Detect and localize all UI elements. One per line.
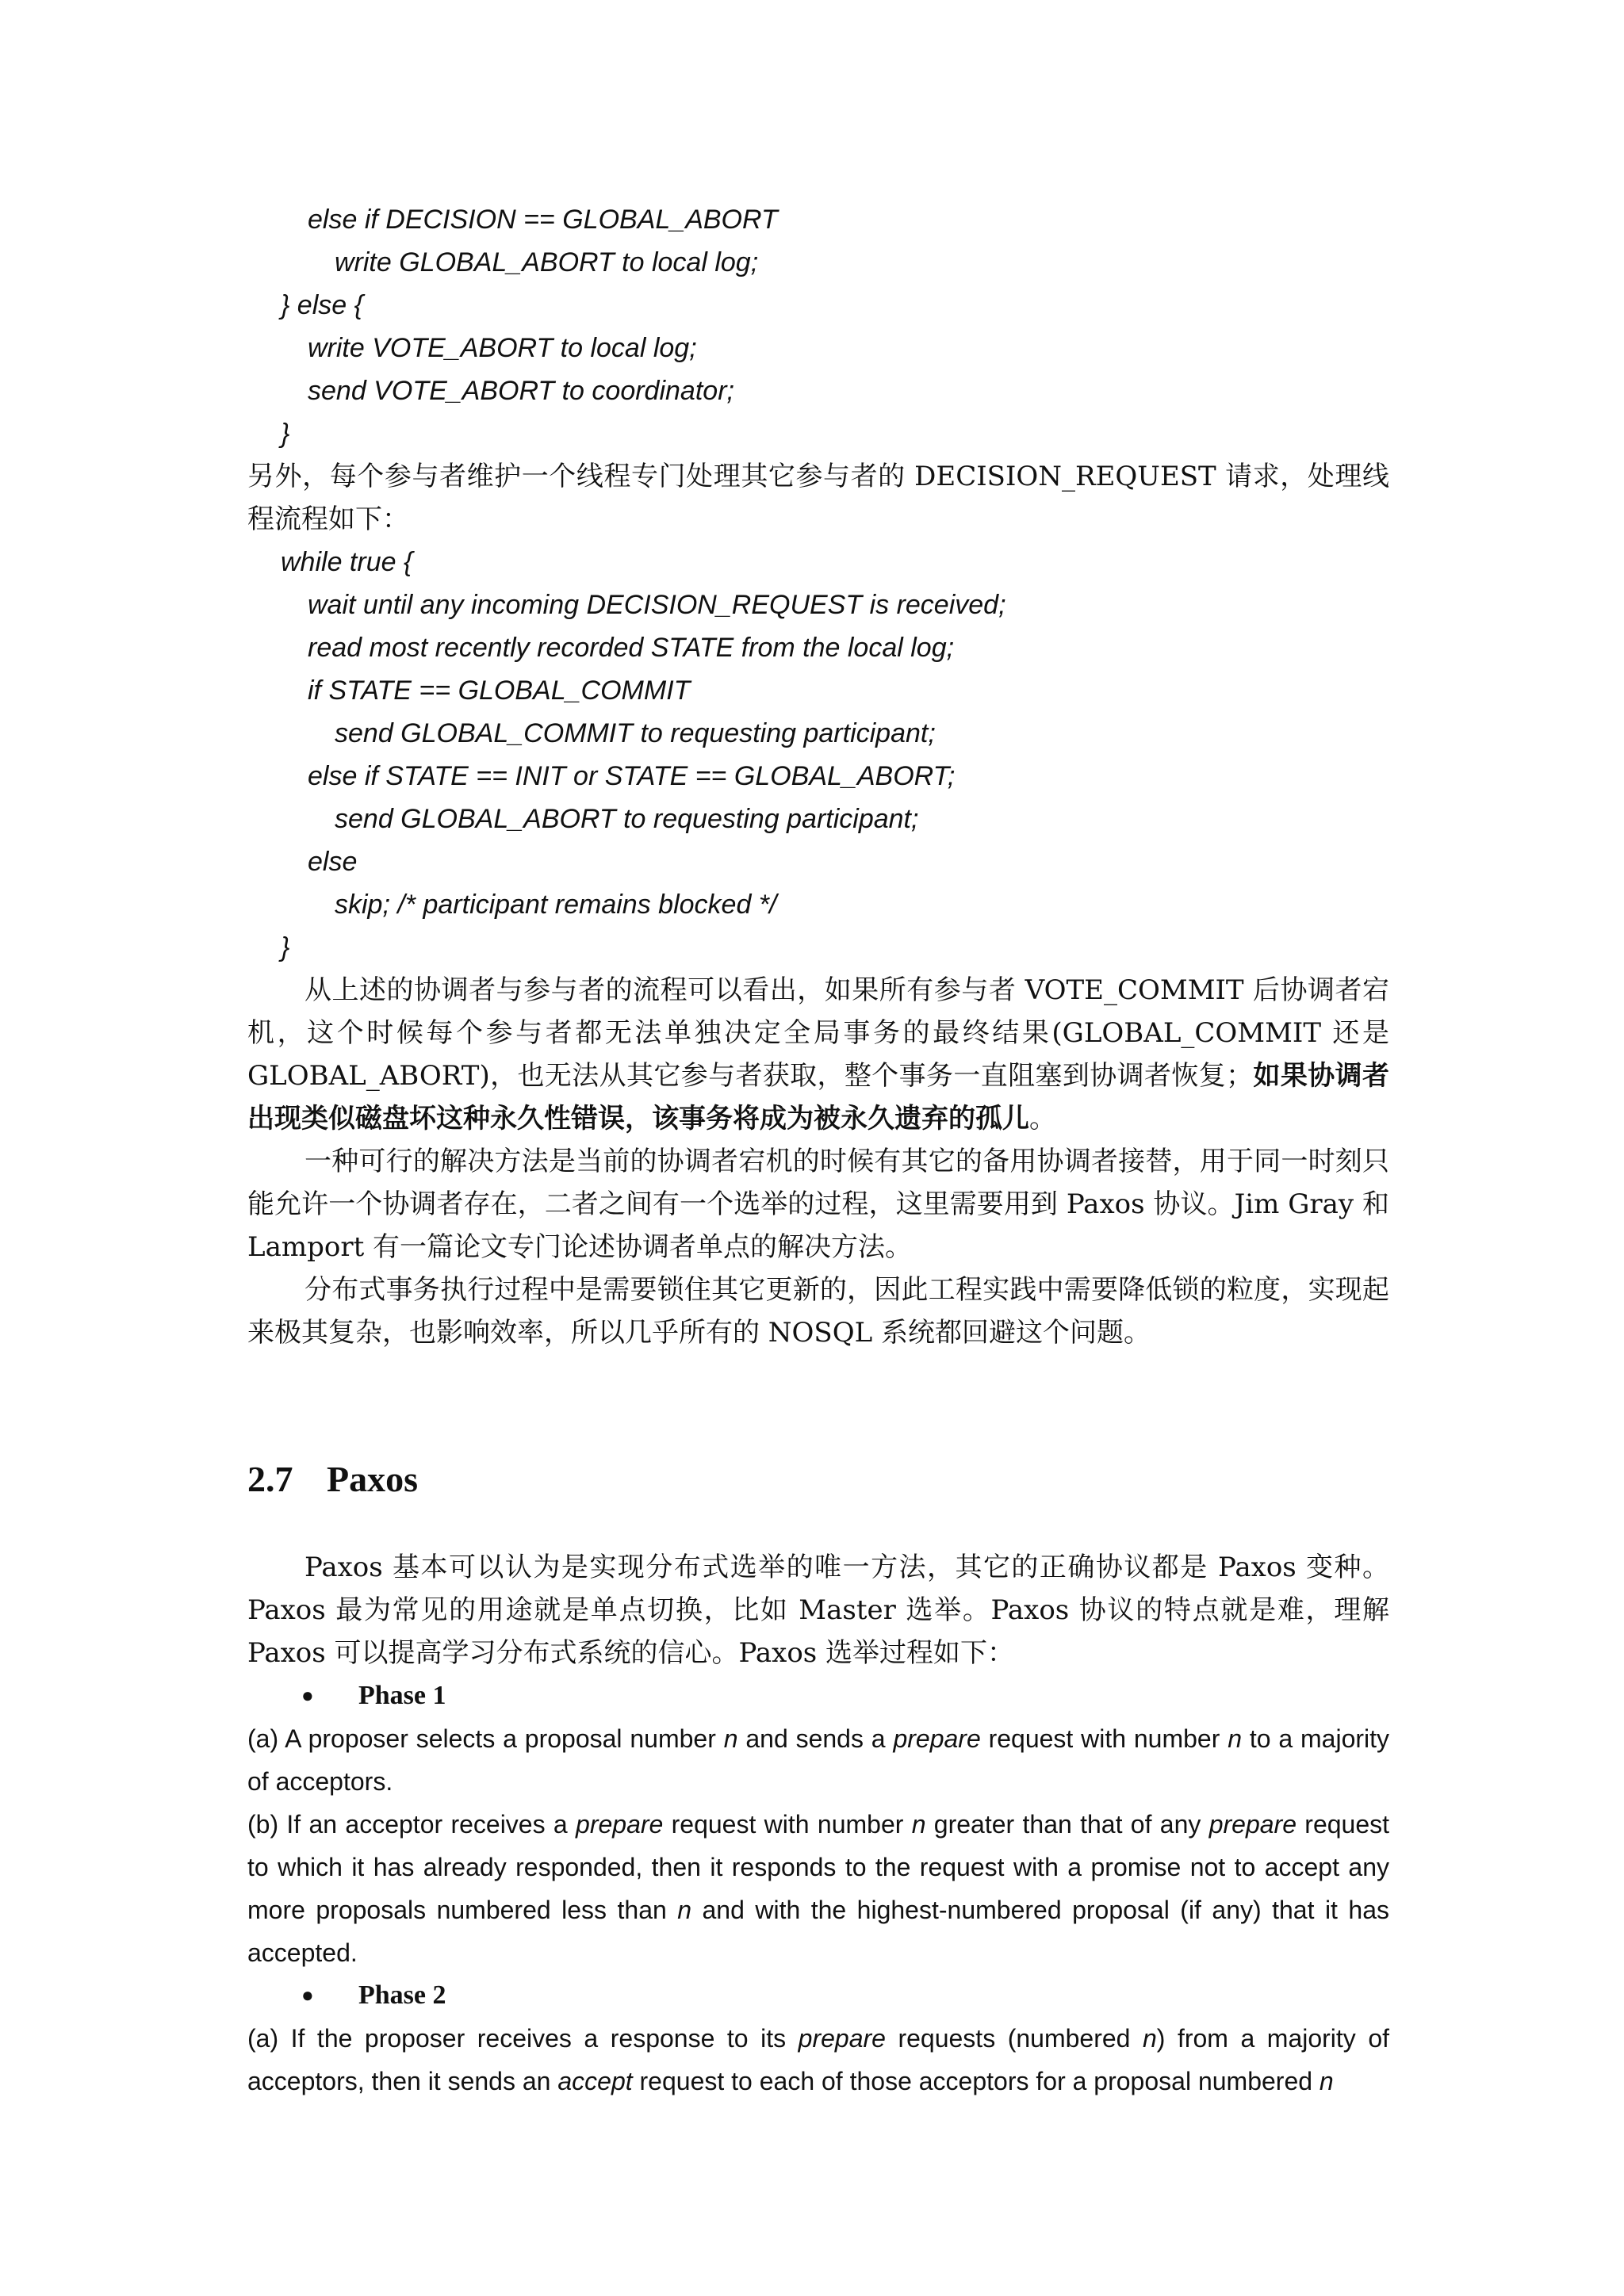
text: greater than that of any — [925, 1810, 1209, 1839]
paragraph-blocking — [247, 969, 1389, 1140]
text-italic: n — [677, 1896, 692, 1924]
paragraph-blocking-emphasis: 如果协调者出现类似磁盘坏这种永久性错误，该事务将成为被永久遗弃的孤儿 — [247, 1060, 1390, 1135]
code-line: while true { — [281, 547, 413, 577]
paragraph-decision-thread: 另外，每个参与者维护一个线程专门处理其它参与者的 DECISION_REQUEST 请求，处理线程流程如下： — [247, 461, 1389, 535]
phase1-heading — [247, 1674, 1389, 1717]
bullet-icon: ● — [301, 1984, 314, 2007]
code-line: write VOTE_ABORT to local log; — [308, 333, 697, 363]
page-content — [247, 198, 1389, 2103]
text: to a majority of acceptors. — [247, 1724, 1390, 1796]
paragraph-blocking-end: 。 — [1029, 1103, 1056, 1135]
code-line: send GLOBAL_ABORT to requesting participant; — [335, 804, 919, 834]
code-line: } — [281, 932, 290, 962]
code-line: else if STATE == INIT or STATE == GLOBAL_ABORT; — [308, 761, 956, 791]
code-block-decision-request — [247, 541, 1389, 969]
section-heading — [247, 1456, 1389, 1503]
text-italic: prepare — [798, 2024, 886, 2053]
text: (a) If the proposer receives a response to its — [247, 2024, 799, 2053]
text-italic: n — [723, 1724, 738, 1753]
phase1-step-b — [247, 1803, 1389, 1974]
code-line: send VOTE_ABORT to coordinator; — [308, 376, 734, 406]
code-line: else — [308, 847, 358, 877]
text-italic: prepare — [576, 1810, 664, 1839]
code-line: wait until any incoming DECISION_REQUEST is received; — [308, 590, 1006, 620]
text-italic: n — [1319, 2067, 1334, 2095]
text: requests (numbered — [885, 2024, 1143, 2053]
text: request to which it has already responded, then it responds to the request with a promise not to accept any more proposals numbered less than — [247, 1810, 1390, 1924]
code-line: else if DECISION == GLOBAL_ABORT — [308, 205, 778, 235]
text-italic: accept — [557, 2067, 633, 2095]
text-italic: n — [1142, 2024, 1157, 2053]
text: request with number — [663, 1810, 912, 1839]
code-line: } else { — [281, 290, 363, 320]
paragraph-paxos-intro: Paxos 基本可以认为是实现分布式选举的唯一方法，其它的正确协议都是 Paxos 变种。Paxos 最为常见的用途就是单点切换，比如 Master 选举。Paxos 协议的特点就是难，理解 Paxos 可以提高学习分布式系统的信心。Paxos 选举过程如下： — [247, 1552, 1389, 1669]
spacer — [247, 1354, 1389, 1456]
text: and with the highest-numbered proposal (if any) that it has accepted. — [247, 1896, 1390, 1967]
phase1-label: Phase 1 — [358, 1681, 446, 1710]
phase2-label: Phase 2 — [358, 1980, 446, 2010]
paragraph-blocking-text: 从上述的协调者与参与者的流程可以看出，如果所有参与者 VOTE_COMMIT 后协调者宕机，这个时候每个参与者都无法单独决定全局事务的最终结果(GLOBAL_COMMIT 还是 GLOBAL_ABORT)，也无法从其它参与者获取，整个事务一直阻塞到协调者恢复； — [247, 974, 1389, 1092]
text: (a) A proposer selects a proposal number — [247, 1724, 724, 1753]
text-italic: n — [911, 1810, 926, 1839]
paragraph-backup-coordinator: 一种可行的解决方法是当前的协调者宕机的时候有其它的备用协调者接替，用于同一时刻只能允许一个协调者存在，二者之间有一个选举的过程，这里需要用到 Paxos 协议。Jim Gray 和 Lamport 有一篇论文专门论述协调者单点的解决方法。 — [247, 1146, 1389, 1263]
text: request with number — [980, 1724, 1228, 1753]
text: ) from a majority of acceptors, then it sends an — [247, 2024, 1390, 2095]
code-line: send GLOBAL_COMMIT to requesting participant; — [335, 718, 936, 748]
section-number: 2.7 — [247, 1459, 293, 1499]
code-block-participant-end — [247, 198, 1389, 455]
phase2-heading — [247, 1974, 1389, 2017]
text: and sends a — [737, 1724, 894, 1753]
code-line: skip; /* participant remains blocked */ — [335, 890, 777, 920]
section-title: Paxos — [327, 1459, 418, 1499]
bullet-icon: ● — [301, 1684, 314, 1707]
code-line: if STATE == GLOBAL_COMMIT — [308, 675, 691, 706]
code-line: write GLOBAL_ABORT to local log; — [335, 247, 759, 277]
paragraph-locks: 分布式事务执行过程中是需要锁住其它更新的，因此工程实践中需要降低锁的粒度，实现起来极其复杂，也影响效率，所以几乎所有的 NOSQL 系统都回避这个问题。 — [247, 1274, 1389, 1349]
text-italic: n — [1228, 1724, 1243, 1753]
text-italic: prepare — [893, 1724, 981, 1753]
text-italic: prepare — [1208, 1810, 1297, 1839]
spacer — [247, 1503, 1389, 1546]
text: (b) If an acceptor receives a — [247, 1810, 576, 1839]
phase2-step-a — [247, 2017, 1389, 2103]
code-line: } — [281, 419, 290, 449]
phase1-step-a — [247, 1717, 1389, 1803]
text: request to each of those acceptors for a proposal numbered — [632, 2067, 1320, 2095]
code-line: read most recently recorded STATE from the local log; — [308, 633, 955, 663]
